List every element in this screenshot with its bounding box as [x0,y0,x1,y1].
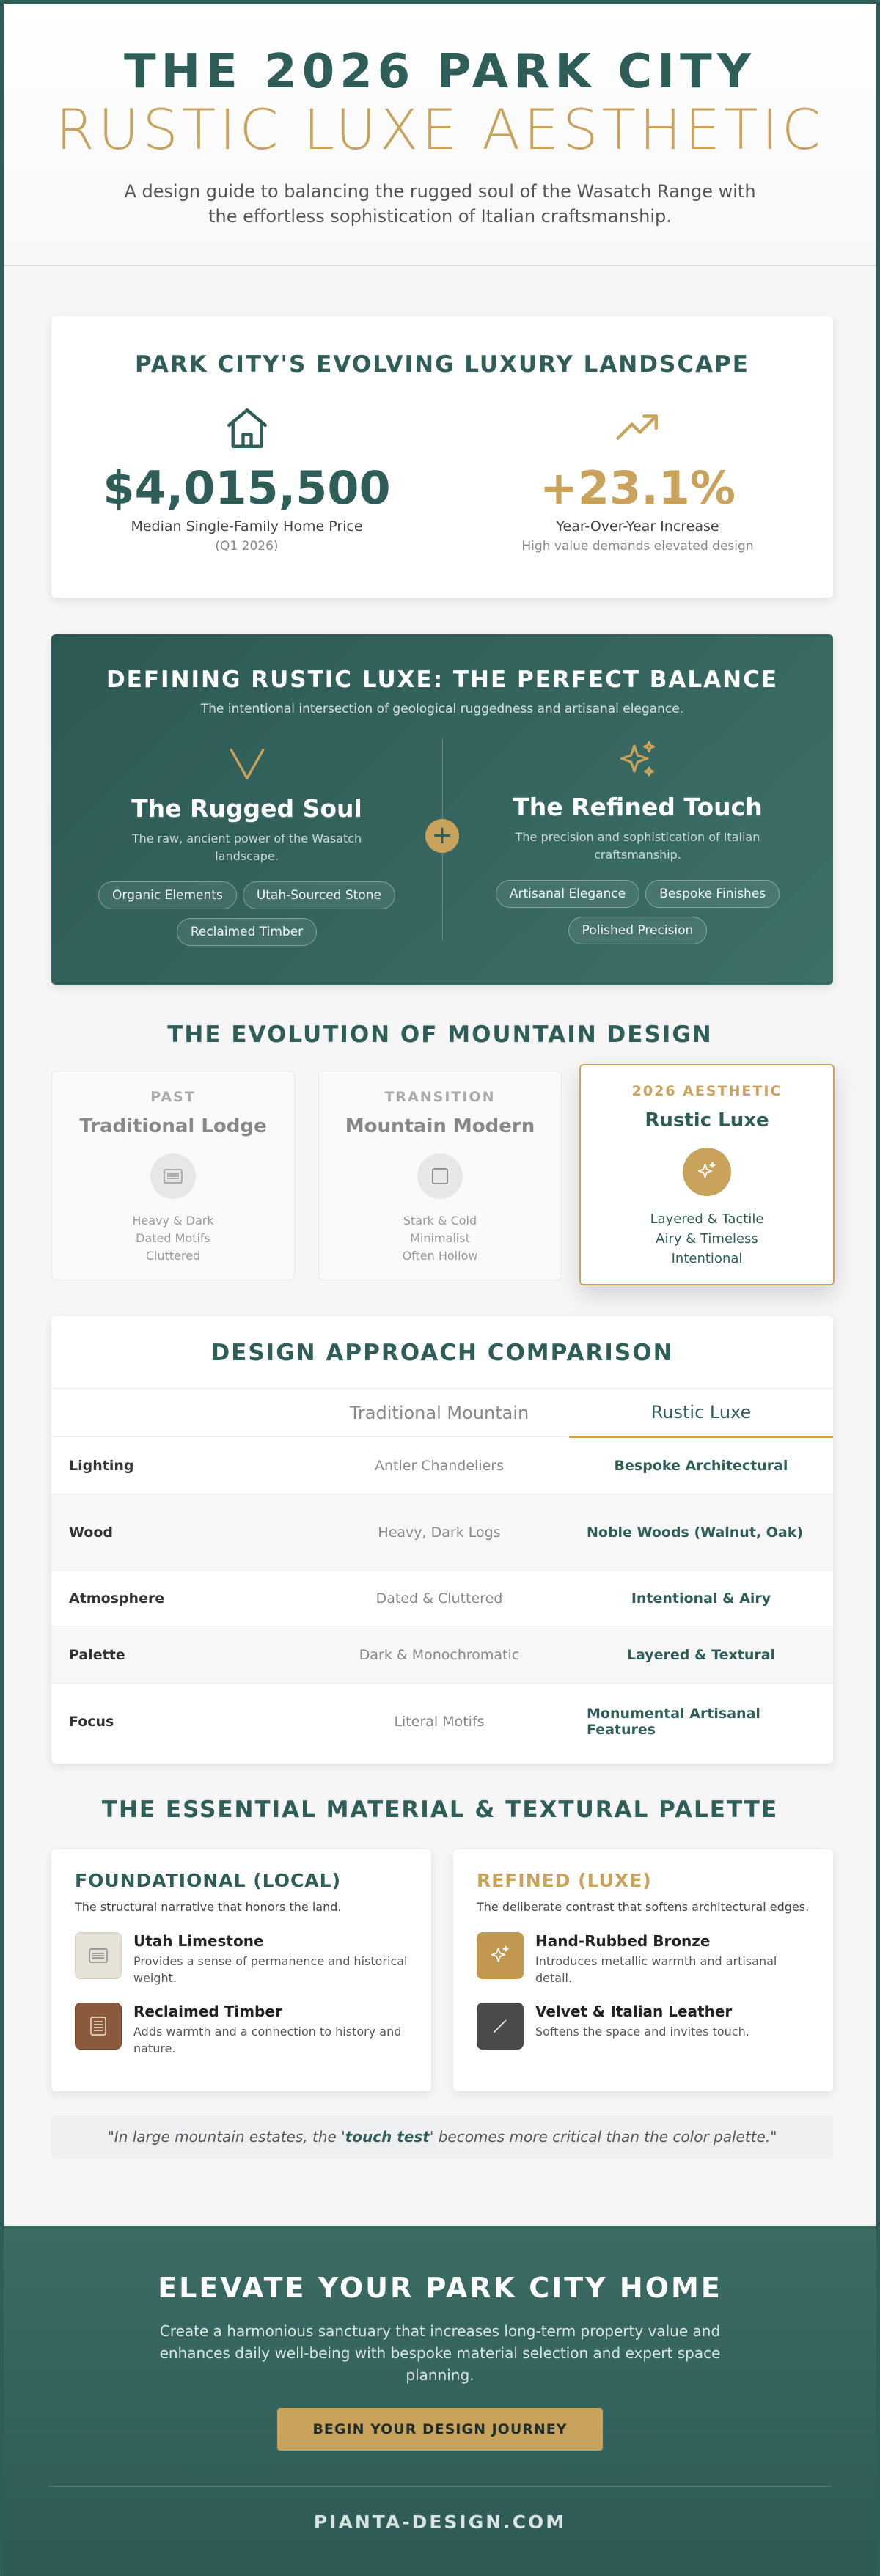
website-link[interactable]: PIANTA-DESIGN.COM [313,2511,567,2533]
tag-pill: Reclaimed Timber [177,918,317,946]
table-row: Palette Dark & Monochromatic Layered & Textural [51,1626,833,1684]
header-rustic-luxe: Rustic Luxe [569,1389,833,1437]
tag-pill: Polished Precision [568,917,708,944]
brush-icon [477,2003,524,2050]
refined-palette-card [453,1849,833,2091]
refined-touch-column [442,738,833,946]
refined-touch-desc: The precision and sophistication of Italian craftsmanship. [515,830,760,862]
market-stats-card [51,316,833,598]
hero-title-line2: RUSTIC LUXE AESTHETIC [56,97,824,162]
sparkles-icon [477,1932,524,1979]
stat-value: +23.1% [539,461,736,515]
stone-icon [75,1932,122,1979]
hero-header [4,4,876,266]
era-name: Mountain Modern [345,1115,535,1137]
material-name: Utah Limestone [133,1932,264,1950]
footer-text: Create a harmonious sanctuary that increases long-term property value and enhances daily well-being with bespoke material selection and expert space planning. [159,2322,721,2384]
cta-footer [4,2226,876,2576]
stat-yoy-increase [442,404,833,554]
material-item [75,2003,408,2057]
footer-title: ELEVATE YOUR PARK CITY HOME [158,2272,722,2304]
plus-icon: + [425,819,459,853]
era-label: TRANSITION [384,1089,496,1105]
table-header-row [51,1389,833,1437]
era-traits: Stark & Cold Minimalist Often Hollow [402,1214,478,1263]
balance-subtitle: The intentional intersection of geological ruggedness and artisanal elegance. [200,702,684,716]
rustic-luxe-balance-card [51,634,833,985]
sparkles-icon [683,1148,731,1196]
header-traditional: Traditional Mountain [309,1389,569,1437]
era-name: Rustic Luxe [645,1109,769,1131]
foundational-palette-card [51,1849,431,2091]
material-desc: Introduces metallic warmth and artisanal detail. [535,1954,777,1985]
stat-note: (Q1 2026) [215,539,279,554]
material-item [477,1932,810,1986]
refined-touch-title: The Refined Touch [513,793,763,821]
stats-title: PARK CITY'S EVOLVING LUXURY LANDSCAPE [135,351,749,378]
begin-design-journey-button[interactable]: BEGIN YOUR DESIGN JOURNEY [277,2408,602,2451]
era-name: Traditional Lodge [79,1115,267,1137]
material-name: Velvet & Italian Leather [535,2003,733,2020]
hero-subtitle: A design guide to balancing the rugged soul of the Wasatch Range with the effortless sophistication of Italian craftsmanship. [124,181,756,227]
palette-title: THE ESSENTIAL MATERIAL & TEXTURAL PALETTE [101,1797,779,1823]
tag-pill: Utah-Sourced Stone [243,881,395,909]
tag-pill: Artisanal Elegance [496,880,639,908]
era-traits: Layered & Tactile Airy & Timeless Intentional [650,1211,764,1266]
hero-title-line1: THE 2026 PARK CITY [123,45,757,99]
tag-pill: Bespoke Finishes [645,880,780,908]
table-row: Lighting Antler Chandeliers Bespoke Architectural [51,1437,833,1494]
table-row: Focus Literal Motifs Monumental Artisanal Features [51,1684,833,1760]
wood-grain-icon [150,1153,196,1199]
refined-heading: REFINED (LUXE) [477,1870,652,1891]
stat-value: $4,015,500 [103,461,391,515]
material-name: Hand-Rubbed Bronze [535,1932,711,1950]
material-desc: Softens the space and invites touch. [535,2025,749,2039]
evolution-card-2026 [579,1064,835,1285]
era-label: PAST [150,1089,196,1105]
rugged-soul-column [51,738,442,946]
stat-label: Year-Over-Year Increase [556,518,719,535]
trending-up-icon [442,404,833,452]
era-traits: Heavy & Dark Dated Motifs Cluttered [132,1214,214,1263]
foundational-heading: FOUNDATIONAL (LOCAL) [75,1870,341,1891]
comparison-title: DESIGN APPROACH COMPARISON [210,1340,674,1366]
comparison-table [51,1388,833,1760]
table-row: Atmosphere Dated & Cluttered Intentional & Airy [51,1571,833,1626]
era-label: 2026 AESTHETIC [631,1083,782,1099]
sparkles-icon [442,738,833,782]
material-desc: Adds warmth and a connection to history and nature. [133,2025,402,2055]
tag-pill: Organic Elements [98,881,237,909]
design-comparison-card [51,1316,833,1764]
house-icon [51,404,442,452]
refined-desc: The deliberate contrast that softens architectural edges. [477,1900,810,1914]
foundational-desc: The structural narrative that honors the land. [75,1900,342,1914]
material-item [477,2003,810,2050]
evolution-card-past [51,1071,295,1280]
evolution-title: THE EVOLUTION OF MOUNTAIN DESIGN [167,1021,713,1048]
stat-note: High value demands elevated design [521,539,754,554]
stat-label: Median Single-Family Home Price [131,518,363,535]
timber-icon [75,2003,122,2050]
material-item [75,1932,408,1986]
balance-title: DEFINING RUSTIC LUXE: THE PERFECT BALANCE [106,667,779,693]
stat-median-price [51,404,442,554]
material-name: Reclaimed Timber [133,2003,282,2020]
footer-divider [49,2486,831,2487]
mountain-icon [51,744,442,784]
material-desc: Provides a sense of permanence and historical weight. [133,1954,408,1985]
quote-emphasis: touch test [345,2128,430,2146]
table-row: Wood Heavy, Dark Logs Noble Woods (Walnut, Oak) [51,1494,833,1571]
rugged-soul-desc: The raw, ancient power of the Wasatch landscape. [131,832,362,863]
touch-test-quote: "In large mountain estates, the 'touch test' becomes more critical than the color palette." [51,2116,833,2158]
evolution-card-transition [318,1071,562,1280]
empty-header [51,1389,309,1437]
rugged-soul-title: The Rugged Soul [131,794,362,823]
square-icon [417,1153,463,1199]
